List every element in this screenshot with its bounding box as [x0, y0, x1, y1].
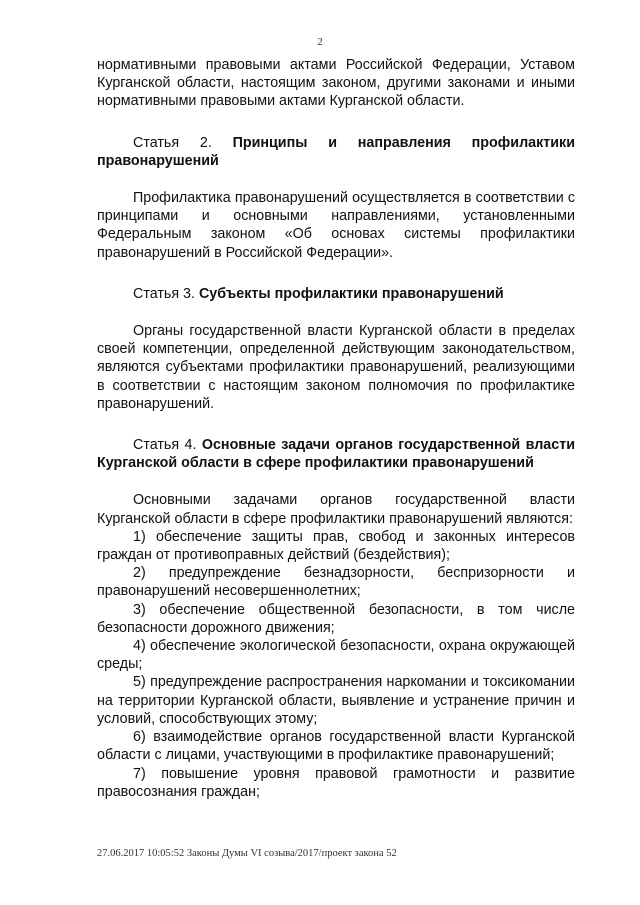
list-item: 1) обеспечение защиты прав, свобод и законных интересов граждан от противоправных действий (бездействия); — [97, 528, 575, 564]
article-3-heading — [97, 285, 575, 303]
article-2-heading — [97, 134, 575, 170]
list-item: 7) повышение уровня правовой грамотности и развитие правосознания граждан; — [97, 765, 575, 800]
document-body — [97, 56, 575, 801]
footer-stamp: 27.06.2017 10:05:52 Законы Думы VI созыва/2017/проект закона 52 — [97, 848, 397, 859]
list-item: 4) обеспечение экологической безопасности, охрана окружающей среды; — [97, 638, 575, 673]
article-3-number: Статья 3. — [133, 285, 195, 302]
list-item: 5) предупреждение распространения наркомании и токсикомании на территории Курганской области, выявление и устранение причин и условий, способствующих этому; — [97, 674, 575, 727]
page-number: 2 — [317, 36, 323, 48]
article-4-number: Статья 4. — [133, 437, 197, 454]
article-4-title: Основные задачи органов государственной власти Курганской области в сфере профилактики правонарушений — [97, 437, 575, 472]
article-2-number: Статья 2. — [133, 134, 212, 151]
list-item: 3) обеспечение общественной безопасности, в том числе безопасности дорожного движения; — [97, 601, 575, 636]
intro-paragraph: нормативными правовыми актами Российской Федерации, Уставом Курганской области, настоящим законом, другими законами и иными нормативными правовыми актами Курганской области. — [97, 57, 575, 110]
article-3-text: Органы государственной власти Курганской области в пределах своей компетенции, определенной действующим законодательством, являются субъектами профилактики правонарушений, реализующими в соответствии с настоящим законом полномочия по профилактике правонарушений. — [97, 323, 575, 412]
article-4-heading — [97, 436, 575, 472]
article-2-title: Принципы и направления профилактики правонарушений — [97, 134, 575, 169]
article-3-title: Субъекты профилактики правонарушений — [198, 285, 504, 302]
article-4-lead: Основными задачами органов государственной власти Курганской области в сфере профилактики правонарушений являются: — [97, 492, 575, 527]
list-item: 6) взаимодействие органов государственной власти Курганской области с лицами, участвующими в профилактике правонарушений; — [97, 729, 575, 764]
article-2-text: Профилактика правонарушений осуществляется в соответствии с принципами и основными направлениями, установленными Федеральным законом «Об основах системы профилактики правонарушений в Российской Федерации». — [97, 190, 575, 261]
list-item: 2) предупреждение безнадзорности, беспризорности и правонарушений несовершеннолетних; — [97, 565, 575, 600]
